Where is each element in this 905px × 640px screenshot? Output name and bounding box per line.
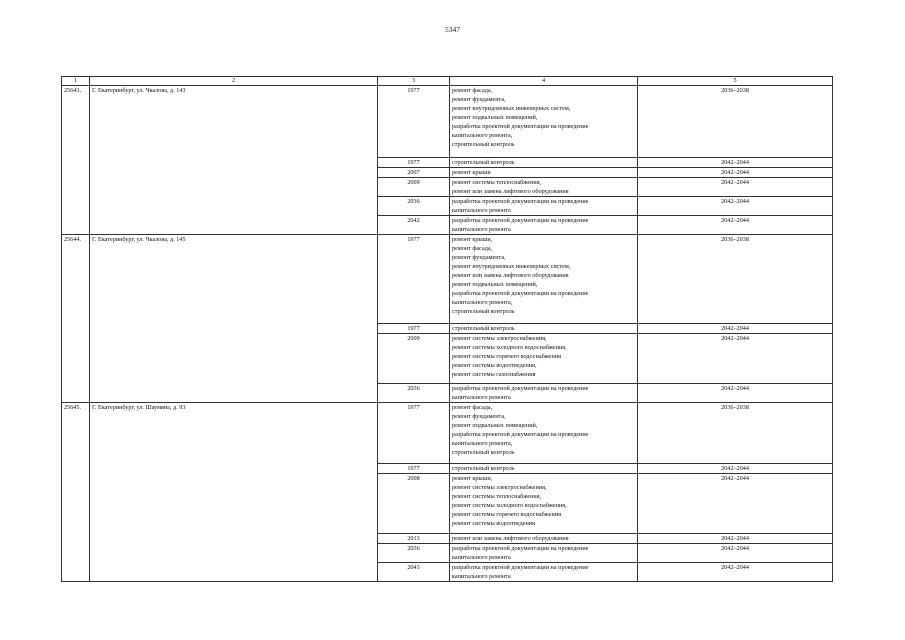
work-item: разработка проектной документации на проведение: [452, 385, 589, 392]
year-cell: 1977: [378, 324, 450, 334]
term-cell: 2042–2044: [638, 168, 833, 178]
work-item: капитального ремонта: [452, 573, 511, 580]
work-item: ремонт или замена лифтового оборудования: [452, 535, 569, 542]
work-item: разработка проектной документации на проведение: [452, 123, 589, 130]
year-cell: 1977: [378, 235, 450, 324]
year-cell: 2008: [378, 474, 450, 534]
term-cell: 2042–2044: [638, 178, 833, 197]
works-cell: [450, 158, 638, 168]
object-address: Г. Екатеринбург, ул. Шаумяна, д. 93: [90, 403, 378, 582]
works-cell: [450, 168, 638, 178]
work-item: строительный контроль: [452, 308, 515, 315]
year-cell: 2007: [378, 168, 450, 178]
works-cell: [450, 384, 638, 403]
works-cell: [450, 563, 638, 582]
work-item: строительный контроль: [452, 449, 515, 456]
works-cell: [450, 324, 638, 334]
column-header: 3: [378, 77, 450, 86]
work-item: строительный контроль: [452, 141, 515, 148]
work-item: ремонт системы холодного водоснабжения,: [452, 502, 567, 509]
object-number: 25643.: [62, 86, 90, 235]
year-cell: 2009: [378, 334, 450, 384]
work-item: капитального ремонта,: [452, 299, 513, 306]
work-item: ремонт системы горячего водоснабжения: [452, 511, 561, 518]
repair-schedule-table: [61, 76, 833, 582]
table-row: [62, 86, 833, 158]
work-item: ремонт системы электроснабжения,: [452, 484, 547, 491]
works-cell: [450, 178, 638, 197]
table-row: [62, 235, 833, 324]
year-cell: 2013: [378, 534, 450, 544]
year-cell: 2009: [378, 178, 450, 197]
work-item: капитального ремонта: [452, 207, 511, 214]
work-item: строительный контроль: [452, 325, 515, 332]
work-item: ремонт системы электроснабжения,: [452, 335, 547, 342]
work-item: ремонт системы горячего водоснабжения: [452, 353, 561, 360]
work-item: ремонт фасада,: [452, 245, 493, 252]
works-cell: [450, 534, 638, 544]
works-cell: [450, 334, 638, 384]
column-header: 5: [638, 77, 833, 86]
column-header: 2: [90, 77, 378, 86]
work-item: ремонт системы газоснабжения: [452, 371, 536, 378]
column-header: 1: [62, 77, 90, 86]
year-cell: 1977: [378, 158, 450, 168]
works-cell: [450, 235, 638, 324]
work-item: ремонт системы теплоснабжения,: [452, 179, 542, 186]
year-cell: 2036: [378, 544, 450, 563]
work-item: ремонт крыши: [452, 169, 491, 176]
work-item: ремонт подвальных помещений,: [452, 281, 538, 288]
work-item: строительный контроль: [452, 159, 515, 166]
work-item: капитального ремонта,: [452, 440, 513, 447]
page-number: 5347: [445, 25, 460, 34]
works-cell: [450, 216, 638, 235]
works-cell: [450, 86, 638, 158]
term-cell: 2036–2038: [638, 86, 833, 158]
year-cell: 1977: [378, 86, 450, 158]
work-item: разработка проектной документации на проведение: [452, 198, 589, 205]
work-item: разработка проектной документации на проведение: [452, 431, 589, 438]
term-cell: 2036–2038: [638, 235, 833, 324]
work-item: ремонт системы водоотведения: [452, 520, 535, 527]
column-header-row: [62, 77, 833, 86]
work-item: разработка проектной документации на проведение: [452, 564, 589, 571]
works-cell: [450, 474, 638, 534]
works-cell: [450, 197, 638, 216]
year-cell: 2043: [378, 563, 450, 582]
year-cell: 2042: [378, 216, 450, 235]
work-item: ремонт системы теплоснабжения,: [452, 493, 542, 500]
term-cell: 2042–2044: [638, 197, 833, 216]
work-item: ремонт фундамента,: [452, 254, 506, 261]
works-cell: [450, 464, 638, 474]
work-item: ремонт или замена лифтового оборудования: [452, 272, 569, 279]
term-cell: 2042–2044: [638, 384, 833, 403]
work-item: капитального ремонта: [452, 394, 511, 401]
term-cell: 2042–2044: [638, 464, 833, 474]
works-cell: [450, 544, 638, 563]
works-cell: [450, 403, 638, 464]
term-cell: 2042–2044: [638, 334, 833, 384]
term-cell: 2042–2044: [638, 474, 833, 534]
term-cell: 2042–2044: [638, 544, 833, 563]
object-address: Г. Екатеринбург, ул. Чкалова, д. 143: [90, 86, 378, 235]
year-cell: 2036: [378, 197, 450, 216]
table-row: [62, 403, 833, 464]
work-item: ремонт подвальных помещений,: [452, 422, 538, 429]
work-item: ремонт или замена лифтового оборудования: [452, 188, 569, 195]
work-item: ремонт фасада,: [452, 87, 493, 94]
work-item: ремонт фасада,: [452, 404, 493, 411]
work-item: ремонт системы водоотведения,: [452, 362, 537, 369]
work-item: разработка проектной документации на проведение: [452, 217, 589, 224]
object-address: Г. Екатеринбург, ул. Чкалова, д. 145: [90, 235, 378, 403]
table-body: [62, 77, 833, 582]
work-item: ремонт подвальных помещений,: [452, 114, 538, 121]
term-cell: 2042–2044: [638, 534, 833, 544]
work-item: ремонт внутридомовых инженерных систем,: [452, 105, 571, 112]
term-cell: 2042–2044: [638, 324, 833, 334]
work-item: ремонт крыши,: [452, 236, 493, 243]
work-item: разработка проектной документации на проведение: [452, 290, 589, 297]
column-header: 4: [450, 77, 638, 86]
work-item: ремонт фундамента,: [452, 96, 506, 103]
object-number: 25645.: [62, 403, 90, 582]
year-cell: 2036: [378, 384, 450, 403]
object-number: 25644.: [62, 235, 90, 403]
work-item: капитального ремонта: [452, 226, 511, 233]
work-item: строительный контроль: [452, 465, 515, 472]
work-item: ремонт системы холодного водоснабжения,: [452, 344, 567, 351]
work-item: ремонт фундамента,: [452, 413, 506, 420]
year-cell: 1977: [378, 464, 450, 474]
work-item: капитального ремонта,: [452, 132, 513, 139]
work-item: разработка проектной документации на проведение: [452, 545, 589, 552]
year-cell: 1977: [378, 403, 450, 464]
term-cell: 2042–2044: [638, 563, 833, 582]
work-item: капитального ремонта: [452, 554, 511, 561]
work-item: ремонт крыши,: [452, 475, 493, 482]
term-cell: 2042–2044: [638, 216, 833, 235]
term-cell: 2042–2044: [638, 158, 833, 168]
work-item: ремонт внутридомовых инженерных систем,: [452, 263, 571, 270]
term-cell: 2036–2038: [638, 403, 833, 464]
